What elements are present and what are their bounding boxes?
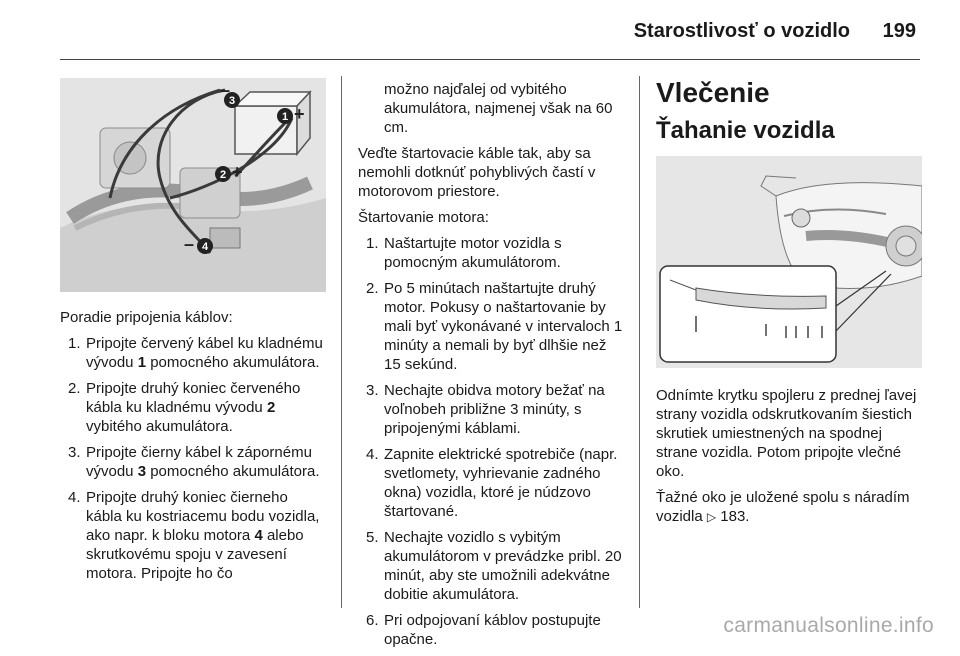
callout-plus-1: + <box>294 104 305 124</box>
cable-routing-paragraph: Veďte štartovacie káble tak, aby sa nemohli dotknúť pohyblivých častí v motorovom priestore. <box>358 145 596 200</box>
section-title: Vlečenie <box>656 77 770 108</box>
list-item: 3. Nechajte obidva motory bežať na voľnobeh približne 3 minúty, s pripojenými káblami. <box>366 382 605 437</box>
callout-minus-4: – <box>184 234 195 254</box>
column-right <box>656 74 922 534</box>
column-divider-1 <box>341 76 342 608</box>
towing-eye-location-paragraph: Ťažné oko je uložené spolu s náradím vozidla ▷ 183. <box>656 489 910 525</box>
connection-steps-list <box>60 334 326 583</box>
reference-arrow-icon: ▷ <box>706 510 717 524</box>
column-left <box>60 78 326 590</box>
engine-bay-illustration <box>60 78 326 292</box>
front-bumper-illustration <box>656 156 922 368</box>
callout-plus-2: + <box>232 162 243 182</box>
subsection-title: Ťahanie vozidla <box>656 117 835 144</box>
list-item: 6. Pri odpojovaní káblov postupujte opačne. <box>366 612 601 648</box>
list-item: 1. Naštartujte motor vozidla s pomocným akumulátorom. <box>366 235 562 271</box>
watermark: carmanualsonline.info <box>723 614 934 637</box>
list-item: 2. Po 5 minútach naštartujte druhý motor. Pokusy o naštartovanie by mali byť vykonávané v intervaloch 1 minúty a nemali by byť dlhšie než 15 sekúnd. <box>366 280 623 373</box>
spoiler-cover-paragraph: Odnímte krytku spojleru z prednej ľavej strany vozidla odskrutkovaním šiestich skrutiek umiestnených na spodnej strane vozidla. Potom pripojte vlečné oko. <box>656 387 917 480</box>
column-divider-2 <box>639 76 640 608</box>
list-item: 1. Pripojte červený kábel ku kladnému vývodu 1 pomocného akumulátora. <box>68 335 323 371</box>
step-4-continuation: možno najďalej od vybitého akumulátora, najmenej však na 60 cm. <box>384 81 613 136</box>
list-item: 5. Nechajte vozidlo s vybitým akumulátorom v prevádzke pribl. 20 minút, aby ste umožnili adekvátne dobitie akumulátora. <box>366 529 622 603</box>
list-item: 3. Pripojte čierny kábel k zápornému vývodu 3 pomocného akumulátora. <box>68 444 320 480</box>
list-item: 2. Pripojte druhý koniec červeného kábla ku kladnému vývodu 2 vybitého akumulátora. <box>68 380 301 435</box>
engine-start-intro: Štartovanie motora: <box>358 209 489 226</box>
page-title: Starostlivosť o vozidlo <box>633 20 850 42</box>
column-middle <box>358 80 624 656</box>
callout-4: 4 <box>201 241 209 253</box>
callout-3: 3 <box>228 95 236 107</box>
page-reference-link[interactable]: 183 <box>720 508 746 525</box>
connection-order-intro: Poradie pripojenia káblov: <box>60 309 233 326</box>
list-item: 4. Pripojte druhý koniec čierneho kábla ku kostriacemu bodu vozidla, ako napr. k bloku motora 4 alebo skrutkovému spoju v zavesení motora. Pripojte ho čo <box>68 489 320 582</box>
callout-1: 1 <box>281 111 289 123</box>
callout-2: 2 <box>219 169 227 181</box>
engine-start-steps-list <box>358 234 624 649</box>
towing-eye-cover-figure <box>656 156 922 368</box>
page-number: 199 <box>882 20 916 42</box>
list-item: 4. Zapnite elektrické spotrebiče (napr. svetlomety, vyhrievanie zadného okna) vozidla, ktoré je núdzovo štartované. <box>366 446 618 520</box>
header-rule <box>60 59 920 60</box>
callout-minus-3: – <box>220 80 231 100</box>
engine-jump-start-figure <box>60 78 326 292</box>
